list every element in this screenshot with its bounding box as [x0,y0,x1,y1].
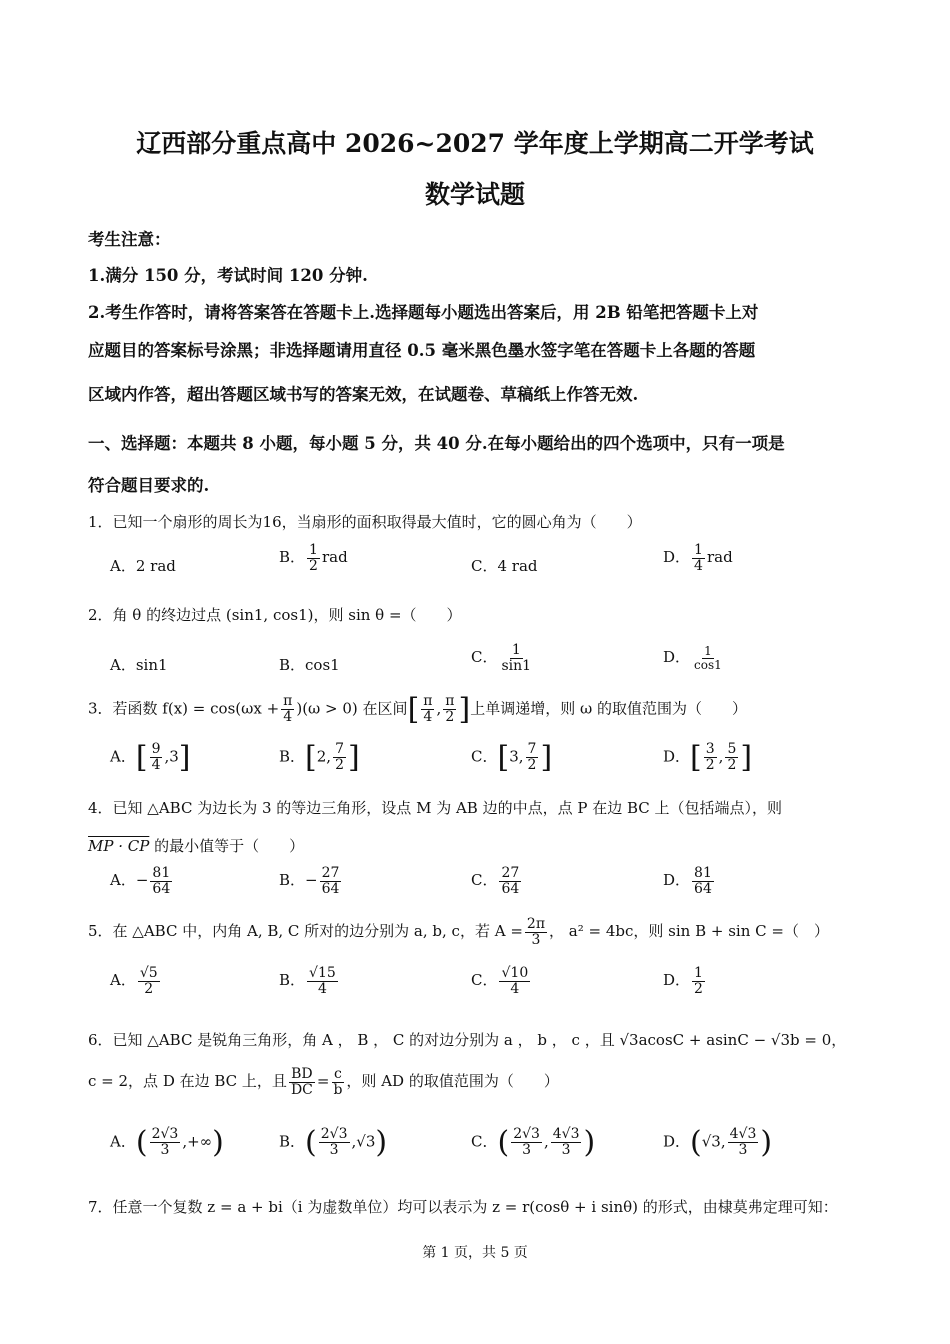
q4-option-a [110,866,174,896]
q1-d-label: D． [663,548,691,567]
q5-option-d [663,966,707,996]
q6-option-d: D．(√3, $\frac{4√3}{3}$ ) [663,1125,773,1160]
question-6-stem-line1: 6．已知 △ABC 是锐角三角形，角 A ， B ， C 的对边分别为 a ， b ， c ，且 √3acosC + asinC − √3b = 0， [88,1031,847,1049]
q3-int-a: π [423,693,433,710]
q5-stem-b: ， a² = 4bc，则 sin B + sin C =（ ） [549,922,829,941]
q4-option-b [279,866,343,896]
q4-c-den: 64 [501,880,520,897]
q5-c-label: C． [471,971,498,990]
q2-option-a: A．sin1 [110,656,168,674]
q3-option-a: A．[ $\frac{9}{4}$ ,3] [110,740,191,775]
q4-option-d [663,866,716,896]
notice-heading: 考生注意： [88,230,171,249]
q4-d-num: 81 [694,865,712,881]
q4-vector: MP · CP [88,837,150,855]
q6-b-num: 2√3 [320,1126,348,1143]
q1-b-num: 1 [309,542,318,558]
q3-a-label: A． [110,747,136,766]
q1-b-label: B． [279,548,306,567]
q3-a-den: 4 [151,757,161,773]
q2-d-label: D． [663,648,691,667]
q6-line2-b: ，则 AD 的取值范围为（ ） [346,1072,559,1091]
q6-d-den: 3 [738,1142,748,1158]
q5-a-label: A． [110,971,136,990]
q1-d-den: 4 [694,557,703,574]
q5-opt-c-num: √10 [501,965,529,981]
q6-a-num: 2√3 [151,1126,179,1143]
q6-option-c: C．( $\frac{2√3}{3}$ , $\frac{4√3}{3}$ ) [471,1125,596,1160]
q6-c-n1: 2√3 [513,1126,540,1143]
q3-c-label: C． [471,747,498,766]
q6-a-den: 3 [160,1142,170,1158]
q3-b-pre: 2, [316,747,332,766]
question-5-stem [88,917,829,947]
q4-line2-text: 的最小值等于（ ） [149,837,305,855]
q6-option-b: B．( $\frac{2√3}{3}$ ,√3) [279,1125,388,1160]
exam-subtitle: 数学试题 [424,180,525,209]
q5-opt-b-num: √15 [309,965,336,981]
q6-line2-a: c = 2，点 D 在边 BC 上，且 [88,1072,287,1091]
q5-stem-a: 5．在 △ABC 中，内角 A, B, C 所对的边分别为 a, b, c，若 A = [88,922,523,941]
notice-item-2-line3: 区域内作答，超出答题区域书写的答案无效，在试题卷、草稿纸上作答无效. [88,385,639,404]
q1-d-unit: rad [706,548,733,567]
q5-opt-c-den: 4 [510,980,520,997]
question-3-stem: 3．若函数 f(x) = cos(ωx + $\frac{\pi}{4}$ )(ω > 0) 在区间[ $\frac{\pi}{4}$ , $\frac{\pi}{2}$ ]上单调递增，则 ω 的取值范围为（ ） [88,692,747,727]
q6-c-label: C． [471,1132,498,1151]
question-6-stem-line2 [88,1067,559,1097]
q5-option-a [110,966,162,996]
q5-opt-d-den: 2 [694,980,703,997]
notice-item-2-line1: 2.考生作答时，请将答案答在答题卡上.选择题每小题选出答案后，用 2B 铅笔把答题卡上对 [88,303,759,322]
q3-a-num: 9 [151,741,161,758]
q5-a-den: 3 [531,931,541,948]
q3-stem-c: 上单调递增，则 ω 的取值范围为（ ） [470,699,747,718]
q6-c-d1: 3 [522,1142,532,1158]
q4-b-den: 64 [321,880,340,897]
q3-a-rest: ,3 [164,747,179,766]
q6-eq: = [316,1072,330,1091]
q6-a-label: A． [110,1132,136,1151]
q3-stem-a: 3．若函数 f(x) = cos(ωx + [88,699,280,718]
q1-option-d [663,543,733,573]
q6-c-n2: 4√3 [552,1126,580,1143]
q4-d-den: 64 [694,880,712,897]
page-footer: 第 1 页，共 5 页 [422,1245,528,1261]
notice-item-1: 1.满分 150 分，考试时间 120 分钟. [88,266,368,285]
q4-b-label: B． [279,871,306,890]
q6-bd: BD [291,1066,313,1082]
exam-title: 辽西部分重点高中 2026~2027 学年度上学期高二开学考试 [136,129,814,158]
q6-d-label: D． [663,1132,691,1151]
q4-c-num: 27 [501,865,520,881]
q3-d-d2: 2 [727,757,737,773]
q3-option-d: D．[ $\frac{3}{2}$ , $\frac{5}{2}$ ] [663,740,753,775]
q1-option-b [279,543,348,573]
q6-d-pre: √3, [701,1132,726,1151]
section-heading-line2: 符合题目要求的. [88,476,210,495]
q3-c-num: 7 [527,741,537,758]
question-4-stem-line1: 4．已知 △ABC 为边长为 3 的等边三角形，设点 M 为 AB 边的中点，点 P 在边 BC 上（包括端点），则 [88,799,783,817]
q6-b-label: B． [279,1132,306,1151]
q4-b-sign: − [305,871,318,890]
q4-c-label: C． [471,871,498,890]
question-7-stem: 7．任意一个复数 z = a + bi（i 为虚数单位）均可以表示为 z = r(cosθ + i sinθ) 的形式，由棣莫弗定理可知： [88,1198,838,1216]
q5-opt-a-num: √5 [139,965,158,981]
notice-item-2-line2: 应题目的答案标号涂黑；非选择题请用直径 0.5 毫米黑色墨水签字笔在答题卡上各题的答题 [88,341,756,360]
q2-option-d [663,645,726,671]
q3-four: 4 [283,709,293,725]
q2-d-den: cos1 [694,657,722,672]
q6-c-d2: 3 [561,1142,571,1158]
q3-int-c: π [445,693,455,710]
q4-a-den: 64 [152,880,171,897]
q1-option-a: A．2 rad [110,557,176,575]
q1-d-num: 1 [694,542,703,558]
q6-a-rest: ,+∞ [182,1132,213,1151]
q6-c: c [334,1066,342,1082]
q2-option-b: B．cos1 [279,656,340,674]
q2-c-den: sin1 [501,657,532,674]
q5-a-num: 2π [526,916,546,932]
q6-b-den: 3 [329,1142,339,1158]
q3-b-den: 2 [335,757,344,773]
q4-option-c [471,866,523,896]
q6-option-a: A．( $\frac{2√3}{3}$ ,+∞) [110,1125,224,1160]
q3-d-d1: 2 [705,757,715,773]
q3-b-num: 7 [335,741,344,758]
q2-c-label: C． [471,648,498,667]
q5-option-b [279,966,340,996]
question-1-stem: 1．已知一个扇形的周长为16，当扇形的面积取得最大值时，它的圆心角为（ ） [88,513,642,531]
q1-option-c: C．4 rad [471,557,538,575]
q3-c-pre: 3, [509,747,524,766]
q3-c-den: 2 [527,757,537,773]
q3-d-n1: 3 [705,741,715,758]
q1-b-unit: rad [321,548,348,567]
q3-int-d: 2 [445,709,455,725]
q3-stem-b: )(ω > 0) 在区间 [296,699,408,718]
q3-int-b: 4 [423,709,433,725]
q6-dc: DC [290,1081,313,1098]
question-4-stem-line2 [88,835,304,856]
q5-option-c [471,966,532,996]
q5-opt-d-num: 1 [694,965,703,981]
q3-option-c: C．[3, $\frac{7}{2}$ ] [471,740,553,775]
q3-d-label: D． [663,747,691,766]
q5-d-label: D． [663,971,691,990]
q6-b: b [333,1081,343,1098]
q3-pi: π [283,693,293,710]
q3-b-label: B． [279,747,306,766]
q6-d-num: 4√3 [729,1126,757,1143]
q3-d-n2: 5 [727,741,737,758]
q4-a-num: 81 [152,865,171,881]
q4-b-num: 27 [321,865,340,881]
q2-d-num: 1 [704,644,712,658]
q2-option-c [471,643,535,673]
q5-b-label: B． [279,971,306,990]
q5-opt-b-den: 4 [317,980,327,997]
question-2-stem: 2．角 θ 的终边过点 (sin1, cos1)，则 sin θ =（ ） [88,606,462,624]
section-heading-line1: 一、选择题：本题共 8 小题，每小题 5 分，共 40 分.在每小题给出的四个选项中，只有一项是 [88,434,785,453]
q2-c-num: 1 [511,642,521,658]
q4-d-label: D． [663,871,691,890]
q4-a-label: A． [110,871,136,890]
q1-b-den: 2 [309,557,318,574]
q3-option-b: B．[2, $\frac{7}{2}$ ] [279,740,360,775]
q4-a-sign: − [135,871,149,890]
q5-opt-a-den: 2 [144,980,154,997]
q6-b-rest: ,√3 [351,1132,376,1151]
